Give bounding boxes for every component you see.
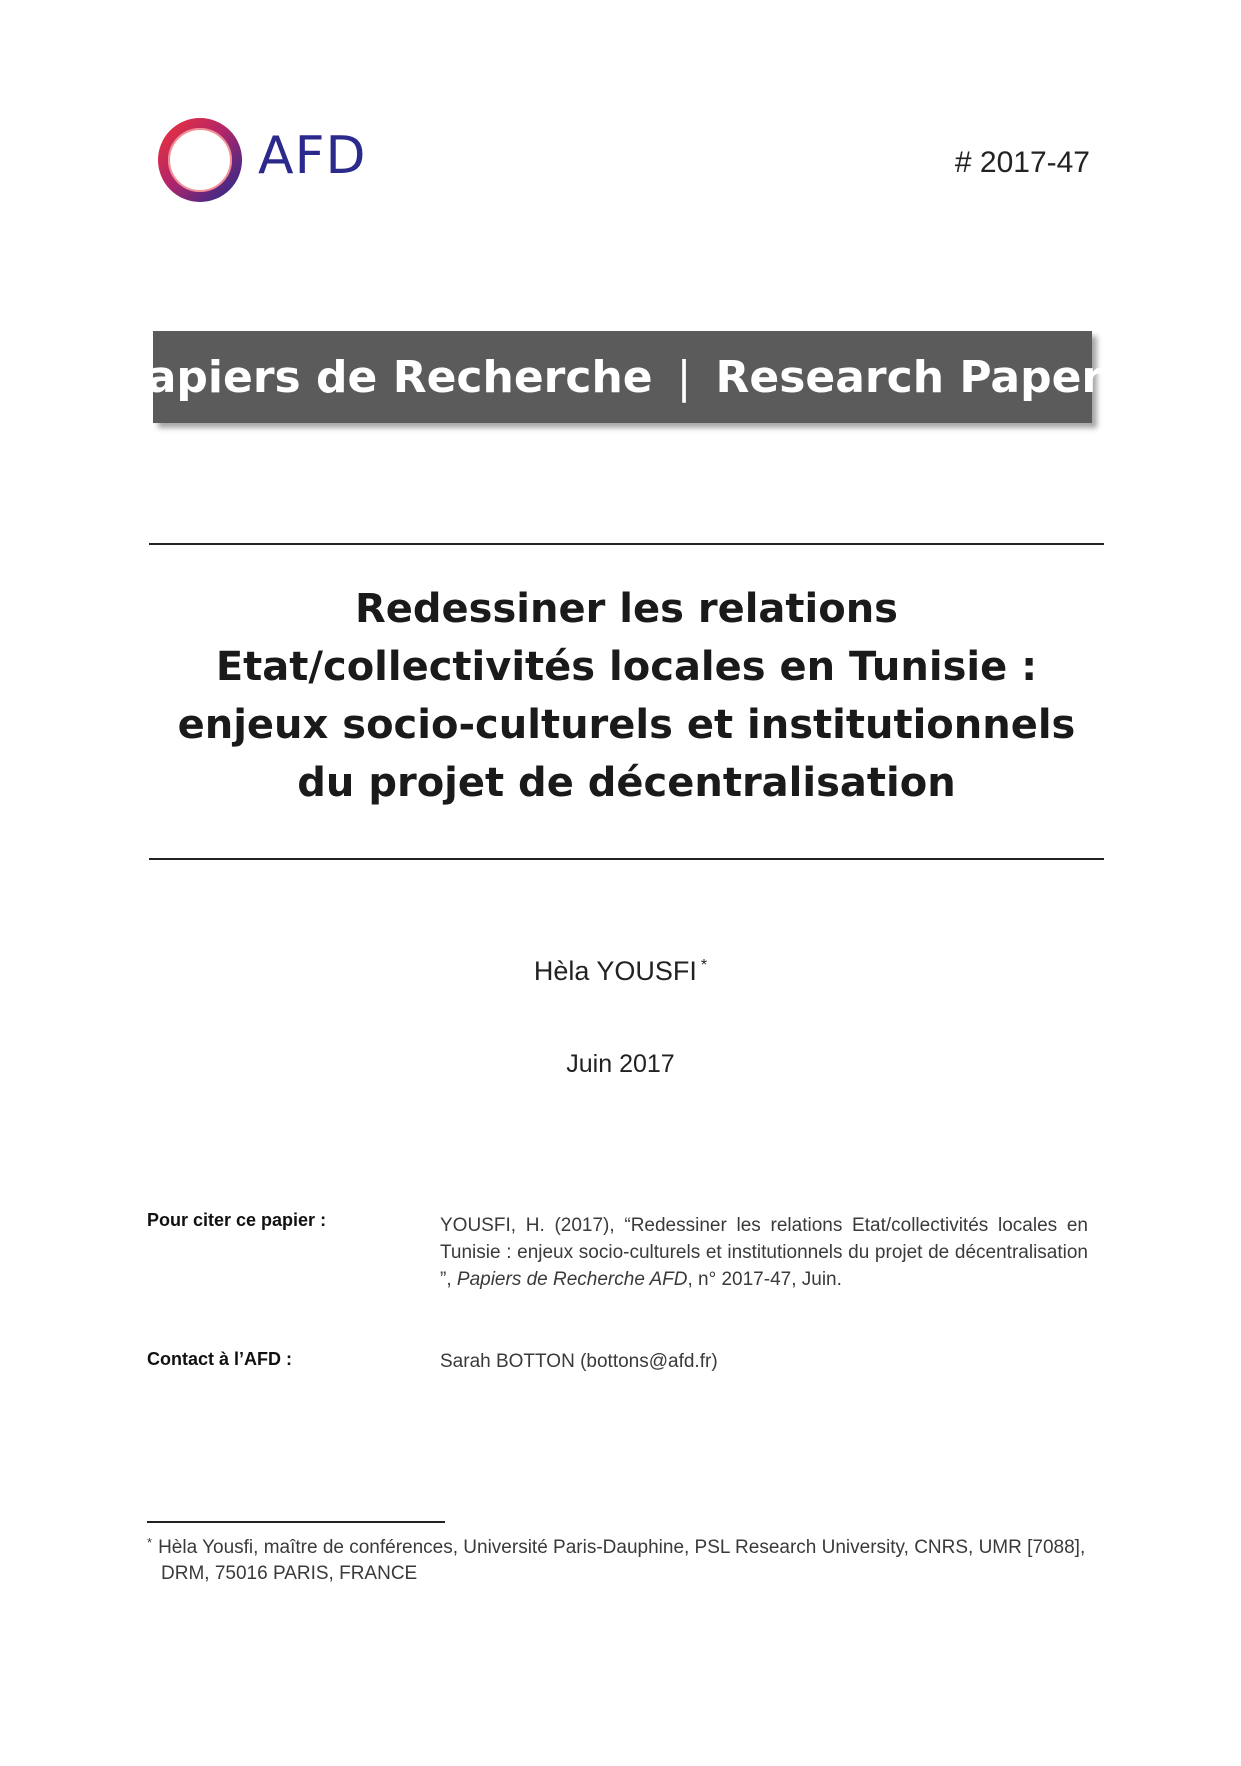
footnote-line-2: DRM, 75016 PARIS, FRANCE bbox=[161, 1563, 418, 1584]
citation-text bbox=[440, 1212, 1088, 1293]
footnote-line-1: Hèla Yousfi, maître de conférences, Université Paris-Dauphine, PSL Research University, CNRS, UMR [7088], bbox=[158, 1537, 1086, 1558]
contact-value: Sarah BOTTON (bottons@afd.fr) bbox=[440, 1351, 718, 1372]
report-number: # 2017-47 bbox=[954, 146, 1090, 179]
afd-logo bbox=[154, 114, 554, 206]
publication-date: Juin 2017 bbox=[566, 1050, 675, 1078]
logo-text: AFD bbox=[258, 126, 367, 186]
citation-text-main: YOUSFI, H. (2017), “Redessiner les relations Etat/collectivités locales en Tunisie : enjeux socio-culturels et institutionnels du projet de décentralisation ”, bbox=[440, 1215, 1088, 1290]
title-line: Redessiner les relations bbox=[354, 586, 898, 632]
title-line: Etat/collectivités locales en Tunisie : bbox=[215, 644, 1038, 690]
citation-label: Pour citer ce papier : bbox=[147, 1210, 327, 1230]
banner-french-title: Papiers de Recherche bbox=[115, 351, 653, 403]
author-name: Hèla YOUSFI bbox=[533, 956, 697, 986]
afd-ring-icon bbox=[154, 114, 246, 206]
citation-series: Papiers de Recherche AFD bbox=[456, 1269, 688, 1290]
series-banner bbox=[115, 331, 1130, 423]
citation-text-end: , n° 2017-47, Juin. bbox=[687, 1269, 842, 1290]
paper-title bbox=[149, 580, 1104, 812]
title-bottom-rule bbox=[149, 858, 1104, 860]
banner-english-title: Research Papers bbox=[715, 351, 1130, 403]
title-line: du projet de décentralisation bbox=[297, 760, 956, 806]
title-line: enjeux socio-culturels et institutionnels bbox=[177, 702, 1076, 748]
author-footnote-mark: * bbox=[700, 957, 708, 974]
footnote-mark: * bbox=[147, 1535, 153, 1550]
contact-label: Contact à l’AFD : bbox=[147, 1349, 293, 1369]
title-top-rule bbox=[149, 543, 1104, 545]
banner-separator: | bbox=[676, 351, 692, 403]
footnote-rule bbox=[147, 1521, 445, 1523]
author bbox=[0, 956, 1241, 987]
footnote bbox=[147, 1530, 1107, 1587]
